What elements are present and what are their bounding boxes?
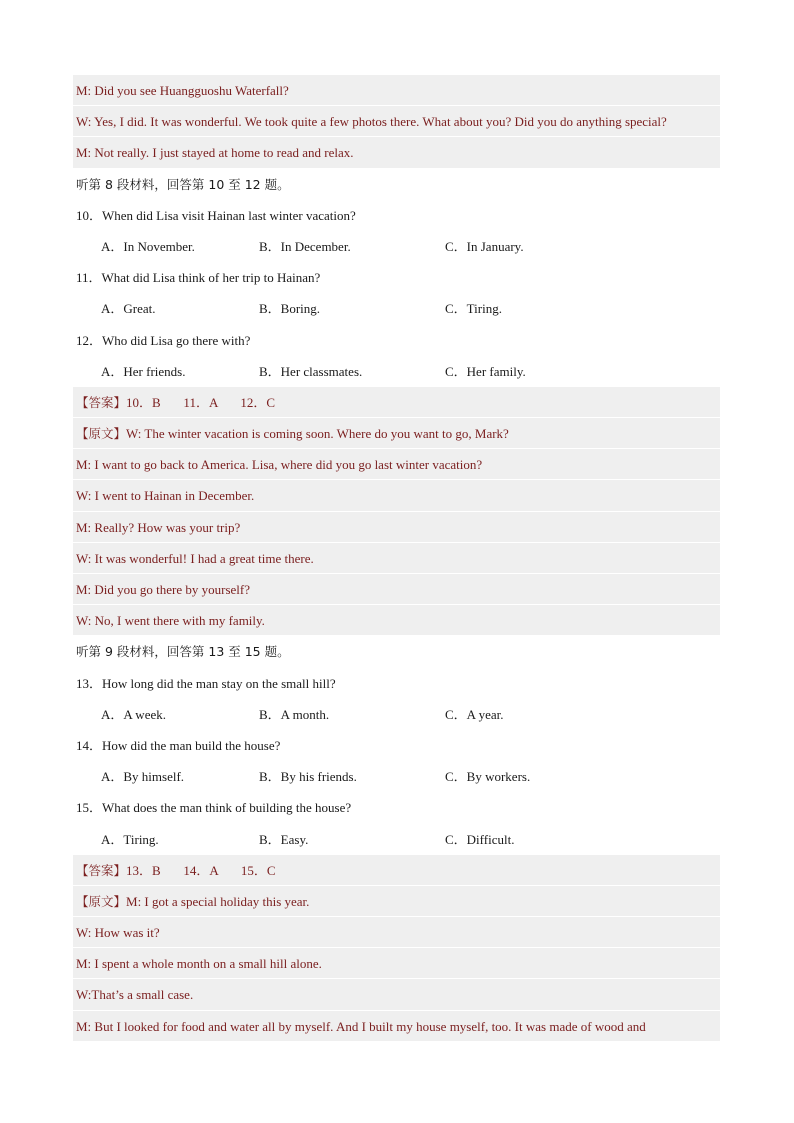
transcript-line: W: It was wonderful! I had a great time there. [73, 543, 720, 574]
answer-tag: 【答案】 [76, 394, 127, 410]
question-12: 12．Who did Lisa go there with? [76, 332, 251, 348]
option-a: A．Great. [101, 301, 156, 317]
script-tag: 【原文】 [76, 893, 127, 909]
option-b: B．Easy. [259, 831, 309, 847]
transcript-line: M: Did you see Huangguoshu Waterfall? [73, 75, 720, 106]
option-b: B．Her classmates. [259, 363, 363, 379]
section-heading-8: 听第 8 段材料，回答第 10 至 12 题。 [76, 176, 290, 192]
options-13 [73, 699, 720, 730]
answer-line-8 [73, 387, 720, 418]
section-heading-9: 听第 9 段材料，回答第 13 至 15 题。 [76, 644, 290, 660]
transcript-line: W: Yes, I did. It was wonderful. We took quite a few photos there. What about you? Did you do anything special? [73, 106, 720, 137]
transcript-line: M: Really? How was your trip? [73, 512, 720, 543]
option-b: B．A month. [259, 706, 330, 722]
answer-text: 13．B 14．A 15．C [126, 862, 276, 878]
answer-line-9 [73, 855, 720, 886]
option-c: C．A year. [445, 706, 504, 722]
question-10: 10．When did Lisa visit Hainan last winter vacation? [76, 207, 356, 223]
option-b: B．Boring. [259, 301, 321, 317]
option-c: C．In January. [445, 238, 524, 254]
transcript-line: M: Did you go there by yourself? [73, 574, 720, 605]
transcript-line: M: But I looked for food and water all by myself. And I built my house myself, too. It was made of wood and [73, 1011, 720, 1042]
transcript-line: M: I want to go back to America. Lisa, where did you go last winter vacation? [73, 449, 720, 480]
options-11 [73, 293, 720, 324]
question-15: 15．What does the man think of building the house? [76, 800, 352, 816]
script-first-line-9 [73, 886, 720, 917]
document-page [73, 75, 720, 1042]
option-b: B．In December. [259, 238, 351, 254]
question-11: 11．What did Lisa think of her trip to Hainan? [76, 270, 321, 286]
transcript-line: M: I spent a whole month on a small hill alone. [73, 948, 720, 979]
transcript-line: W: I went to Hainan in December. [73, 480, 720, 511]
script-tag: 【原文】 [76, 426, 127, 442]
options-12 [73, 356, 720, 387]
option-c: C．Her family. [445, 363, 526, 379]
options-14 [73, 761, 720, 792]
options-10 [73, 231, 720, 262]
script-text: M: I got a special holiday this year. [126, 893, 310, 909]
question-14: 14．How did the man build the house? [76, 737, 281, 753]
answer-text: 10．B 11．A 12．C [126, 394, 276, 410]
transcript-line: W:That’s a small case. [73, 979, 720, 1010]
transcript-line: W: No, I went there with my family. [73, 605, 720, 636]
script-first-line-8 [73, 418, 720, 449]
option-c: C．Difficult. [445, 831, 515, 847]
option-a: A．Her friends. [101, 363, 186, 379]
transcript-line: M: Not really. I just stayed at home to read and relax. [73, 137, 720, 168]
option-b: B．By his friends. [259, 769, 357, 785]
option-c: C．Tiring. [445, 301, 502, 317]
option-a: A．In November. [101, 238, 195, 254]
script-text: W: The winter vacation is coming soon. Where do you want to go, Mark? [126, 426, 509, 442]
option-a: A．By himself. [101, 769, 185, 785]
transcript-line: W: How was it? [73, 917, 720, 948]
options-15 [73, 824, 720, 855]
option-a: A．Tiring. [101, 831, 159, 847]
option-c: C．By workers. [445, 769, 531, 785]
option-a: A．A week. [101, 706, 166, 722]
question-13: 13．How long did the man stay on the small hill? [76, 675, 336, 691]
answer-tag: 【答案】 [76, 862, 127, 878]
